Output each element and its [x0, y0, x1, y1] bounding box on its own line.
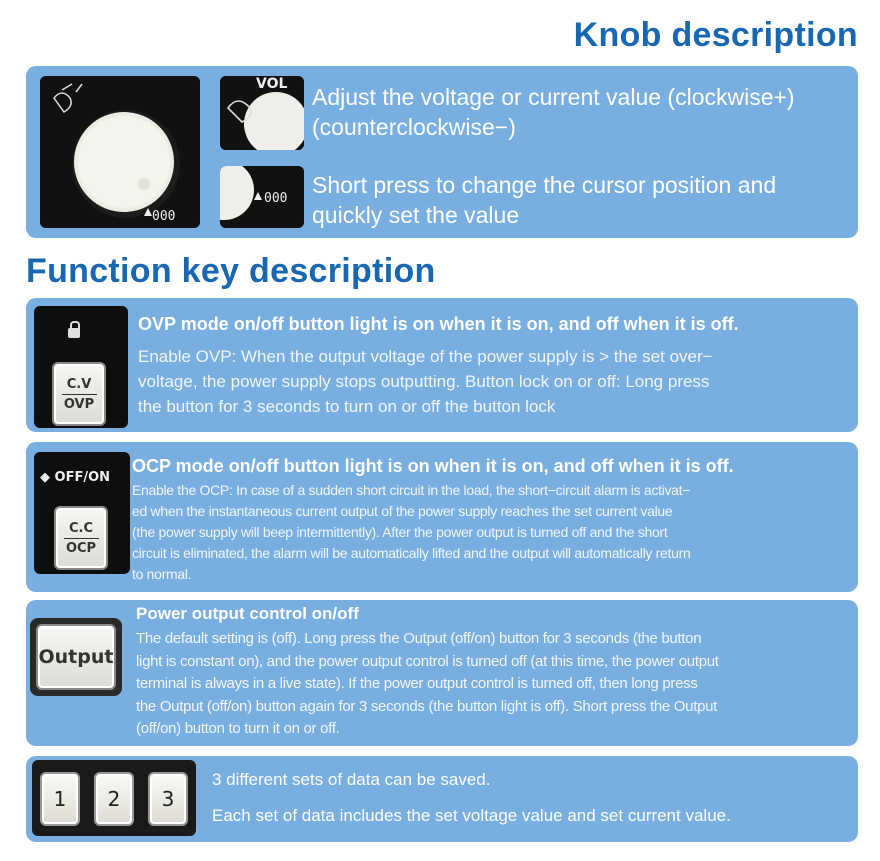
output-image [30, 618, 122, 696]
ovp-description [138, 344, 713, 419]
output-panel [26, 600, 858, 746]
output-line1: The default setting is (off). Long press the Output (off/on) button for 3 seconds (the button [136, 630, 702, 647]
output-key-label: Output [38, 646, 114, 668]
press-text-line1: Short press to change the cursor position and [312, 172, 777, 198]
output-line5: (off/on) button to turn it on or off. [136, 720, 340, 737]
ocp-heading: OCP mode on/off button light is on when it is on, and off when it is off. [132, 456, 734, 476]
press-cursor-label: 000 [264, 191, 288, 206]
ocp-panel [26, 442, 858, 592]
ovp-line2: voltage, the power supply stops outputting. Button lock on or off: Long press [138, 372, 710, 391]
ovp-line3: the button for 3 seconds to turn on or off the button lock [138, 397, 556, 416]
ovp-image [34, 306, 128, 428]
output-description [136, 628, 719, 741]
lock-shackle-icon [70, 321, 80, 330]
memory-key-2[interactable]: 2 [94, 772, 134, 826]
ovp-heading: OVP mode on/off button light is on when it is on, and off when it is off. [138, 314, 739, 334]
knob-rotate-description [312, 82, 795, 142]
output-line3: terminal is always in a live state). If the power output control is turned off, then long press [136, 675, 698, 692]
knob-icon [40, 76, 200, 228]
ocp-line1: Enable the OCP: In case of a sudden short circuit in the load, the short−circuit alarm is activat− [132, 482, 691, 498]
function-section-title: Function key description [26, 252, 436, 290]
ocp-button[interactable] [54, 506, 108, 570]
knob-image [40, 76, 200, 228]
ocp-image [34, 452, 130, 574]
vol-label: VOL [256, 76, 288, 92]
ocp-line3: (the power supply will beep intermittently). After the power output is turned off and the short [132, 524, 668, 540]
knob-press-description [312, 170, 776, 230]
rotate-icon [220, 76, 304, 150]
memory-line1: 3 different sets of data can be saved. [212, 770, 491, 789]
offon-label: ◆ OFF/ON [40, 470, 111, 485]
rotate-text-line2: (counterclockwise−) [312, 114, 516, 140]
ovp-key-bottom: OVP [63, 396, 95, 412]
memory-image [32, 760, 196, 836]
offon-icon: ◆ [40, 470, 55, 485]
knob-rotate-image [220, 76, 304, 150]
ovp-button[interactable] [52, 362, 106, 426]
rotate-text-line1: Adjust the voltage or current value (clockwise+) [312, 84, 795, 110]
ocp-key-bottom: OCP [65, 540, 97, 556]
knob-panel [26, 66, 858, 238]
press-text-line2: quickly set the value [312, 202, 520, 228]
ovp-key-top: C.V [66, 376, 92, 392]
output-button[interactable] [36, 624, 116, 690]
memory-key-3[interactable]: 3 [148, 772, 188, 826]
memory-line2: Each set of data includes the set voltage value and set current value. [212, 806, 731, 825]
press-icon [220, 166, 304, 228]
ocp-line5: to normal. [132, 566, 192, 582]
knob-section-title: Knob description [573, 16, 858, 54]
ovp-line1: Enable OVP: When the output voltage of the power supply is > the set over− [138, 347, 713, 366]
memory-panel [26, 756, 858, 842]
output-line4: the Output (off/on) button again for 3 seconds (the button light is off). Short press the Output [136, 697, 718, 715]
ocp-key-top: C.C [68, 520, 94, 536]
output-line2: light is constant on), and the power output control is turned off (at this time, the power output [136, 652, 719, 670]
ocp-description [132, 480, 690, 585]
knob-cursor-label: 000 [152, 209, 176, 224]
ovp-panel [26, 298, 858, 432]
output-heading: Power output control on/off [136, 604, 359, 623]
ocp-line4: circuit is eliminated, the alarm will be automatically lifted and the output will automatically return [132, 545, 691, 561]
knob-press-image [220, 166, 304, 228]
ocp-line2: ed when the instantaneous current output of the power supply reaches the set current value [132, 503, 673, 519]
memory-key-1[interactable]: 1 [40, 772, 80, 826]
